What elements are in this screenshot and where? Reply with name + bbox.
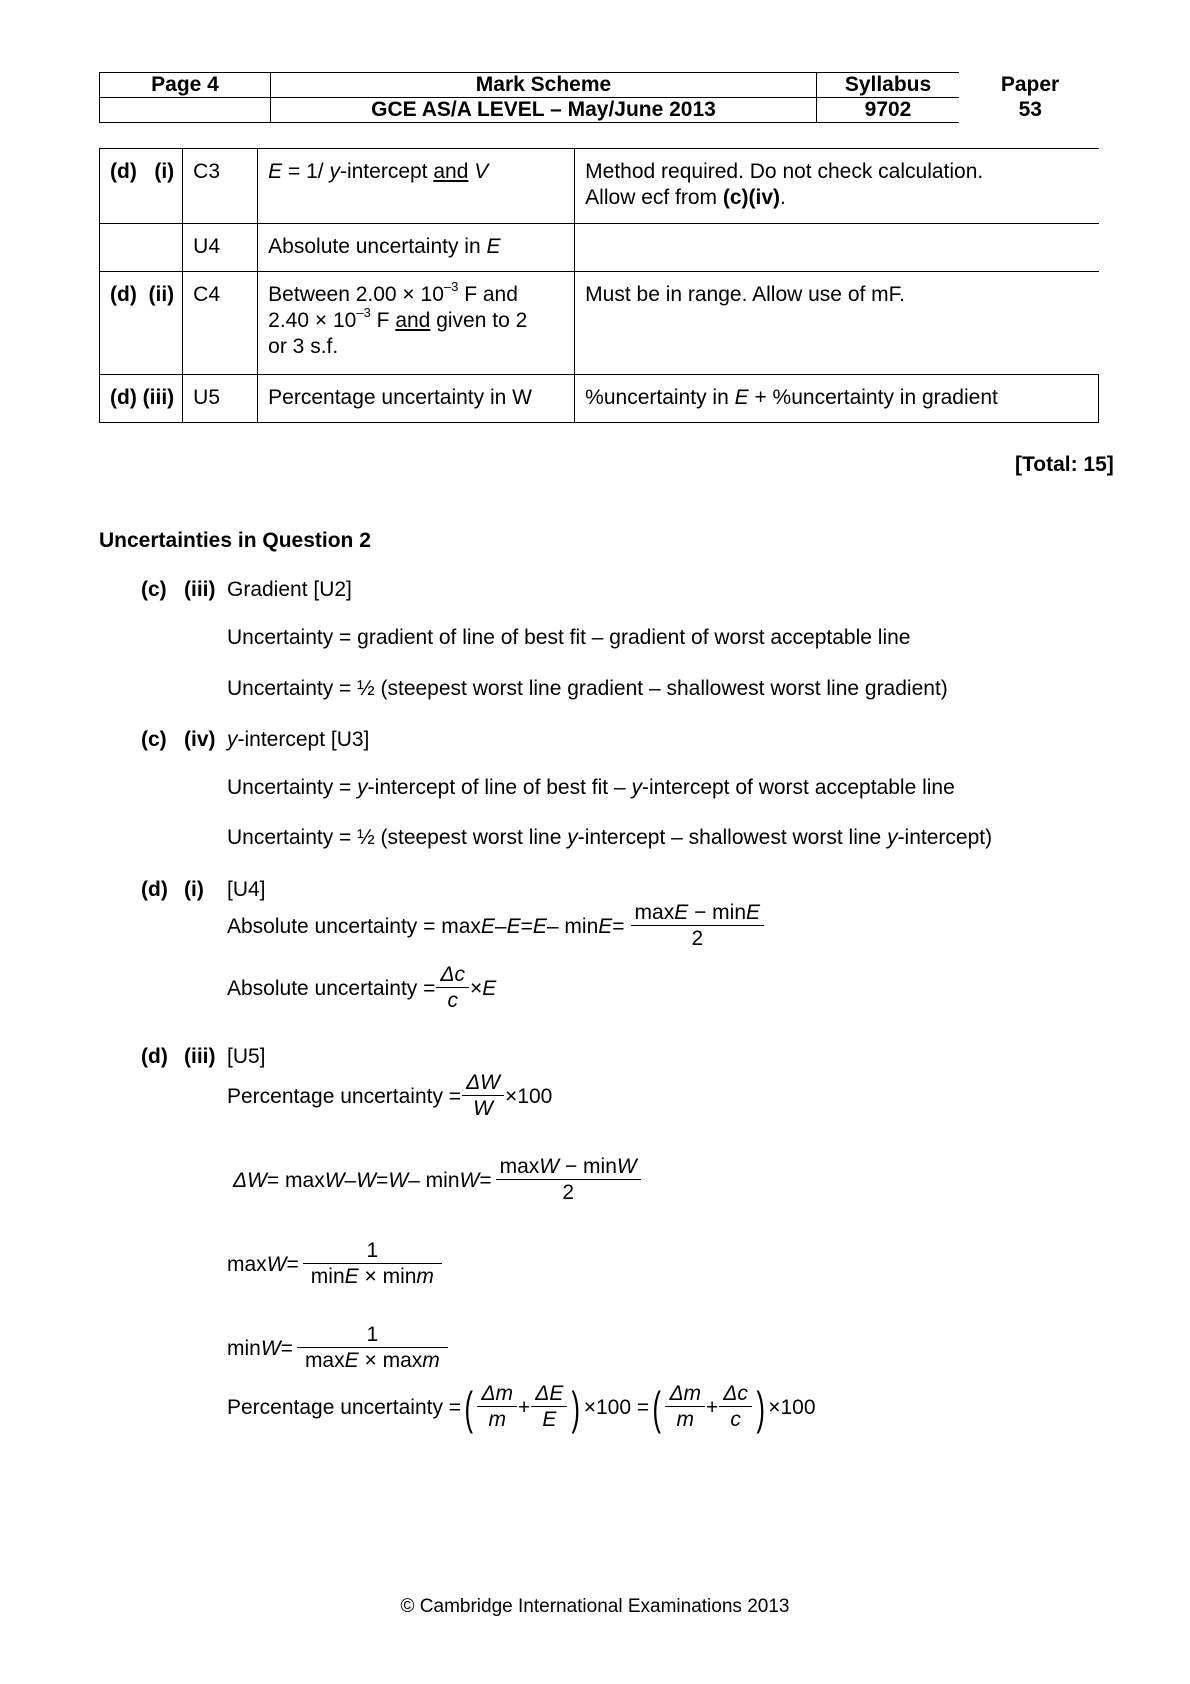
fraction: $\frac{\Delta W}{W}$ <box>464 1071 502 1122</box>
equation-line: Absolute uncertainty = $\frac{\Delta c}{c}$ × E <box>227 963 497 1012</box>
notes-cell: %uncertainty in E + %uncertainty in gradient <box>575 375 1099 423</box>
text-line: Uncertainty = ½ (steepest worst line y-intercept – shallowest worst line y-intercept) <box>227 826 993 849</box>
equation-line: min W = $\frac{1}{\max E \times \max m}$ <box>227 1323 447 1374</box>
paper-code: 53 <box>1018 98 1042 121</box>
mark-code: U4 <box>183 224 258 272</box>
question-label: (d) <box>141 1045 168 1068</box>
table-row <box>100 224 1099 272</box>
fraction: $\frac{\Delta c}{c}$ <box>721 1382 750 1433</box>
fraction: $\frac{\Delta m}{m}$ <box>479 1382 515 1433</box>
fraction: $\frac{\Delta E}{E}$ <box>533 1382 565 1433</box>
paper-label: Paper <box>1000 73 1060 96</box>
equation-line: Absolute uncertainty = max E – E = E – min E = $\frac{\max E - \min E}{2}$ <box>227 901 765 952</box>
subsection-title: Gradient [U2] <box>227 578 352 601</box>
page-header <box>99 72 1102 123</box>
question-ref: (d) (ii) <box>100 272 183 375</box>
mark-scheme-table <box>99 148 1099 423</box>
question-ref: (d) (i) <box>100 149 183 224</box>
equation-line: Percentage uncertainty = ( $\frac{\Delta m}{m}$ + $\frac{\Delta E}{E}$ ) ×100 = ( $\frac{\Delta m}{m}$ + $\frac{\Delta c}{c}$ ) ×100 <box>227 1381 816 1434</box>
fraction: $\frac{\Delta m}{m}$ <box>667 1382 703 1433</box>
question-label: (c) <box>141 728 167 751</box>
section-title: Uncertainties in Question 2 <box>99 529 371 552</box>
equation-line: max W = $\frac{1}{\min E \times \min m}$ <box>227 1239 441 1290</box>
notes-cell: Method required. Do not check calculation. Allow ecf from (c)(iv). <box>575 149 1099 224</box>
text-line: Uncertainty = y-intercept of line of best fit – y-intercept of worst acceptable line <box>227 776 955 799</box>
question-sublabel: (i) <box>184 878 204 901</box>
mark-code: C4 <box>183 272 258 375</box>
total-marks: [Total: 15] <box>1015 453 1114 476</box>
question-ref: (d) (iii) <box>100 375 183 423</box>
fraction: $\frac{1}{\max E \times \max m}$ <box>301 1323 444 1374</box>
text-line: Uncertainty = ½ (steepest worst line gradient – shallowest worst line gradient) <box>227 677 948 700</box>
syllabus-code: 9702 <box>817 98 960 123</box>
notes-cell <box>575 224 1099 272</box>
question-label: (d) <box>141 878 168 901</box>
table-row <box>100 149 1099 224</box>
table-row <box>100 375 1099 423</box>
mark-scheme-label: Mark Scheme <box>271 73 817 98</box>
mark-code: U5 <box>183 375 258 423</box>
fraction: $\frac{\Delta c}{c}$ <box>438 963 467 1014</box>
syllabus-label: Syllabus <box>817 73 960 98</box>
mark-code: C3 <box>183 149 258 224</box>
answer-cell: Percentage uncertainty in W <box>258 375 575 423</box>
subsection-title: [U5] <box>227 1045 266 1068</box>
equation-line: ΔW = max W – W = W – min W = $\frac{\max W - \min W}{2}$ <box>233 1155 642 1206</box>
question-sublabel: (iv) <box>184 728 216 751</box>
question-label: (c) <box>141 578 167 601</box>
notes-cell: Must be in range. Allow use of mF. <box>575 272 1099 375</box>
fraction: $\frac{1}{\min E \times \min m}$ <box>307 1239 438 1290</box>
table-row <box>100 272 1099 375</box>
answer-cell: E = 1/ y-intercept and V <box>258 149 575 224</box>
answer-cell: Between $2.00 \times 10^{-3}$ F and $2.40 \times 10^{-3}$ F and given to 2 or 3 s.f. <box>258 272 575 375</box>
exam-title: GCE AS/A LEVEL – May/June 2013 <box>271 98 817 123</box>
question-sublabel: (iii) <box>184 1045 216 1068</box>
equation-line: Percentage uncertainty = $\frac{\Delta W}{W}$ ×100 <box>227 1071 553 1120</box>
page-number: Page 4 <box>100 73 271 98</box>
fraction: $\frac{\max W - \min W}{2}$ <box>498 1155 639 1206</box>
question-sublabel: (iii) <box>184 578 216 601</box>
subsection-title: [U4] <box>227 878 266 901</box>
text-line: Uncertainty = gradient of line of best fit – gradient of worst acceptable line <box>227 626 911 649</box>
fraction: $\frac{\max E - \min E}{2}$ <box>633 901 763 952</box>
subsection-title: y-intercept [U3] <box>227 728 370 751</box>
footer-copyright: © Cambridge International Examinations 2013 <box>400 1596 790 1617</box>
answer-cell: Absolute uncertainty in E <box>258 224 575 272</box>
